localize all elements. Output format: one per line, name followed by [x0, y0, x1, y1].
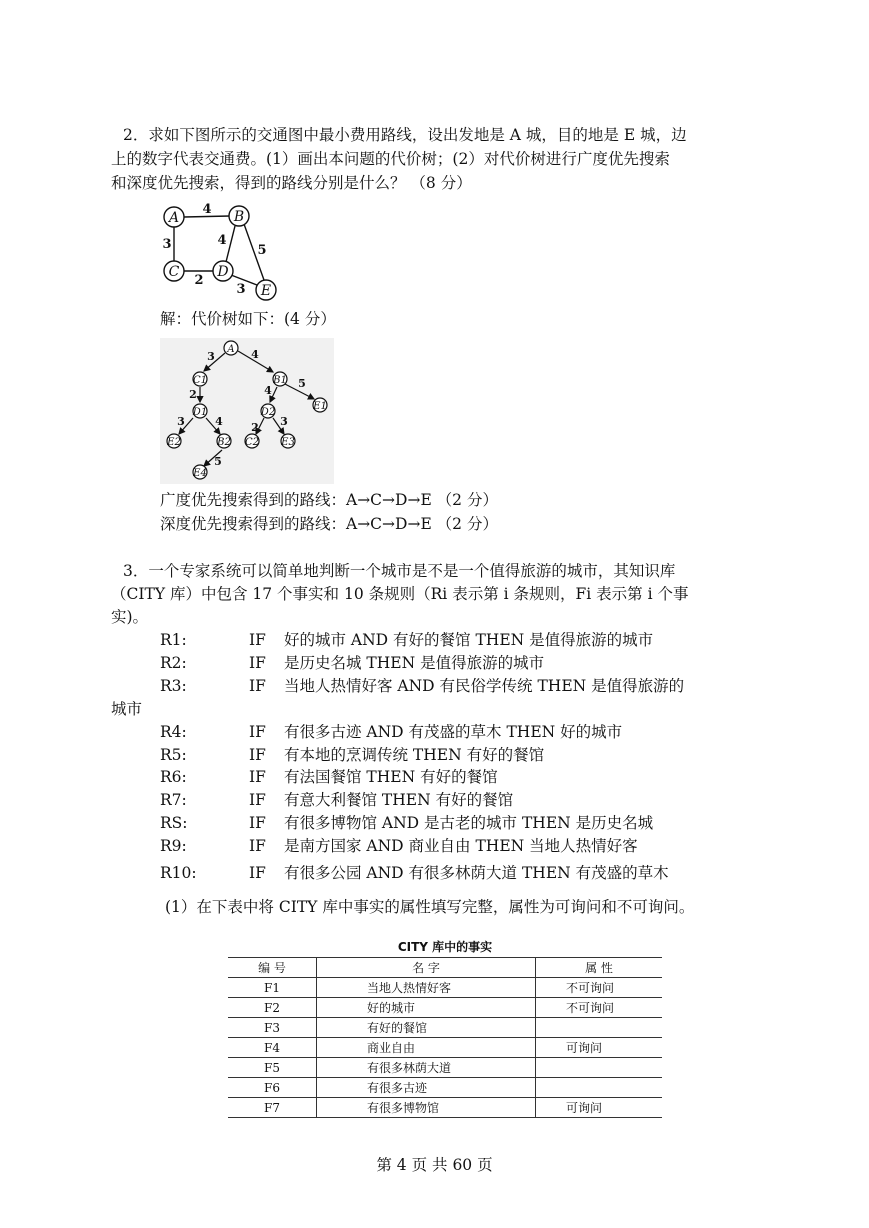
- tree-node-e4: E4: [193, 468, 207, 479]
- cell-name: 有很多林荫大道: [317, 1058, 536, 1078]
- rule-body: 有本地的烹调传统 THEN 有好的餐馆: [284, 746, 545, 764]
- tree-node-e3: E3: [281, 437, 295, 448]
- cell-id: F2: [228, 998, 317, 1018]
- table-row: [228, 998, 662, 1018]
- cell-name: 有好的餐馆: [317, 1018, 536, 1038]
- cell-attr[interactable]: 不可询问: [536, 998, 663, 1018]
- cell-name: 当地人热情好客: [317, 978, 536, 998]
- graph-label-c: C: [168, 264, 180, 280]
- rule-id: R9:: [160, 837, 187, 855]
- rule-if: IF: [249, 791, 266, 809]
- rule-body: 有很多古迹 AND 有茂盛的草木 THEN 好的城市: [284, 723, 623, 741]
- q2-line-1: 2．求如下图所示的交通图中最小费用路线，设出发地是 A 城，目的地是 E 城，边: [123, 126, 687, 144]
- tree-weight-b1-d2: 4: [264, 384, 272, 397]
- graph-weight-be: 5: [257, 243, 267, 258]
- tree-node-a: A: [227, 344, 235, 355]
- tree-node-b1: B1: [273, 375, 287, 386]
- q3-line-2: （CITY 库）中包含 17 个事实和 10 条规则（Ri 表示第 i 条规则，Fi 表示第 i 个事: [111, 585, 689, 603]
- rule-body: 当地人热情好客 AND 有民俗学传统 THEN 是值得旅游的: [284, 677, 685, 695]
- rule-id: R10:: [160, 864, 197, 882]
- table-row: [228, 1018, 662, 1038]
- tree-weight-d1-e2: 3: [177, 415, 185, 428]
- cell-attr[interactable]: [536, 1018, 663, 1038]
- header-name: 名 字: [317, 958, 536, 978]
- table-row: [228, 978, 662, 998]
- tree-weight-b2-e4: 5: [214, 455, 222, 468]
- rule-body: 是历史名城 THEN 是值得旅游的城市: [284, 654, 545, 672]
- cell-name: 商业自由: [317, 1038, 536, 1058]
- graph-label-d: D: [217, 264, 229, 280]
- rule-id: R5:: [160, 746, 187, 764]
- q3-line-1: 3．一个专家系统可以简单地判断一个城市是不是一个值得旅游的城市，其知识库: [123, 562, 676, 580]
- rule-if: IF: [249, 723, 266, 741]
- q2-line-2: 上的数字代表交通费。(1）画出本问题的代价树；(2）对代价树进行广度优先搜索: [111, 150, 670, 168]
- tree-node-d1: D1: [192, 407, 208, 418]
- cell-attr[interactable]: [536, 1058, 663, 1078]
- tree-node-b2: B2: [217, 437, 231, 448]
- graph-weight-ac: 3: [162, 237, 172, 252]
- rule-id: R6:: [160, 768, 187, 786]
- rule-if: IF: [249, 677, 266, 695]
- rule-body: 是南方国家 AND 商业自由 THEN 当地人热情好客: [284, 837, 638, 855]
- table-row: [228, 1058, 662, 1078]
- rule-if: IF: [249, 814, 266, 832]
- tree-weight-a-c1: 3: [207, 350, 215, 363]
- graph-weight-cd: 2: [194, 273, 204, 288]
- rule-id: R7:: [160, 791, 187, 809]
- table-header-row: [228, 958, 662, 978]
- rule-body: 有法国餐馆 THEN 有好的餐馆: [284, 768, 498, 786]
- tree-weight-d1-b2: 4: [215, 415, 223, 428]
- traffic-graph: [155, 200, 285, 302]
- table-row: [228, 1038, 662, 1058]
- rule-id: R2:: [160, 654, 187, 672]
- graph-weight-bd: 4: [217, 233, 227, 248]
- tree-weight-b1-e1: 5: [298, 377, 306, 390]
- cell-id: F6: [228, 1078, 317, 1098]
- q2-line-3: 和深度优先搜索，得到的路线分别是什么？ （8 分）: [111, 174, 472, 192]
- cell-name: 有很多古迹: [317, 1078, 536, 1098]
- cell-id: F3: [228, 1018, 317, 1038]
- rule-body: 好的城市 AND 有好的餐馆 THEN 是值得旅游的城市: [284, 631, 654, 649]
- cell-attr[interactable]: 可询问: [536, 1098, 663, 1118]
- cell-attr[interactable]: 可询问: [536, 1038, 663, 1058]
- bfs-result: 广度优先搜索得到的路线：A→C→D→E （2 分）: [160, 491, 498, 509]
- rule-id: R1:: [160, 631, 187, 649]
- cell-id: F1: [228, 978, 317, 998]
- q3-instruction: (1）在下表中将 CITY 库中事实的属性填写完整，属性为可询问和不可询问。: [165, 898, 695, 916]
- cell-name: 好的城市: [317, 998, 536, 1018]
- rule-if: IF: [249, 837, 266, 855]
- rule-body: 有意大利餐馆 THEN 有好的餐馆: [284, 791, 514, 809]
- rule-if: IF: [249, 631, 266, 649]
- graph-weight-de: 3: [236, 282, 246, 297]
- cell-attr[interactable]: 不可询问: [536, 978, 663, 998]
- table-caption: CITY 库中的事实: [397, 940, 493, 954]
- rule-if: IF: [249, 768, 266, 786]
- cell-attr[interactable]: [536, 1078, 663, 1098]
- tree-weight-d2-e3: 3: [280, 415, 288, 428]
- q3-line-3: 实)。: [111, 608, 149, 626]
- tree-node-d2: D2: [260, 407, 276, 418]
- rule-body: 有很多博物馆 AND 是古老的城市 THEN 是历史名城: [284, 814, 654, 832]
- tree-weight-c1-d1: 2: [189, 388, 197, 401]
- facts-table: [228, 957, 662, 1118]
- rule-id: R4:: [160, 723, 187, 741]
- tree-weight-a-b1: 4: [251, 348, 259, 361]
- q2-solution: 解：代价树如下：(4 分）: [160, 310, 336, 328]
- dfs-result: 深度优先搜索得到的路线：A→C→D→E （2 分）: [160, 515, 498, 533]
- tree-node-e1: E1: [313, 401, 327, 412]
- cell-name: 有很多博物馆: [317, 1098, 536, 1118]
- header-attr: 属 性: [536, 958, 663, 978]
- rule-body: 有很多公园 AND 有很多林荫大道 THEN 有茂盛的草木: [284, 864, 669, 882]
- tree-weight-d2-c2: 2: [251, 421, 259, 434]
- tree-node-e2: E2: [167, 437, 181, 448]
- rule-if: IF: [249, 864, 266, 882]
- cell-id: F4: [228, 1038, 317, 1058]
- page-footer: 第 4 页 共 60 页: [376, 1156, 493, 1174]
- table-row: [228, 1078, 662, 1098]
- graph-label-e: E: [260, 283, 272, 299]
- rule-id: RS:: [160, 814, 188, 832]
- rule-if: IF: [249, 654, 266, 672]
- rule-id: R3:: [160, 677, 187, 695]
- rule-if: IF: [249, 746, 266, 764]
- rule-r3-wrap: 城市: [111, 700, 143, 718]
- tree-node-c2: C2: [244, 437, 260, 448]
- graph-weight-ab: 4: [202, 202, 212, 217]
- cell-id: F5: [228, 1058, 317, 1078]
- graph-label-b: B: [233, 209, 245, 225]
- graph-label-a: A: [168, 210, 180, 226]
- header-id: 编 号: [228, 958, 317, 978]
- tree-node-c1: C1: [192, 375, 208, 386]
- table-row: [228, 1098, 662, 1118]
- cell-id: F7: [228, 1098, 317, 1118]
- cost-tree: [160, 338, 334, 484]
